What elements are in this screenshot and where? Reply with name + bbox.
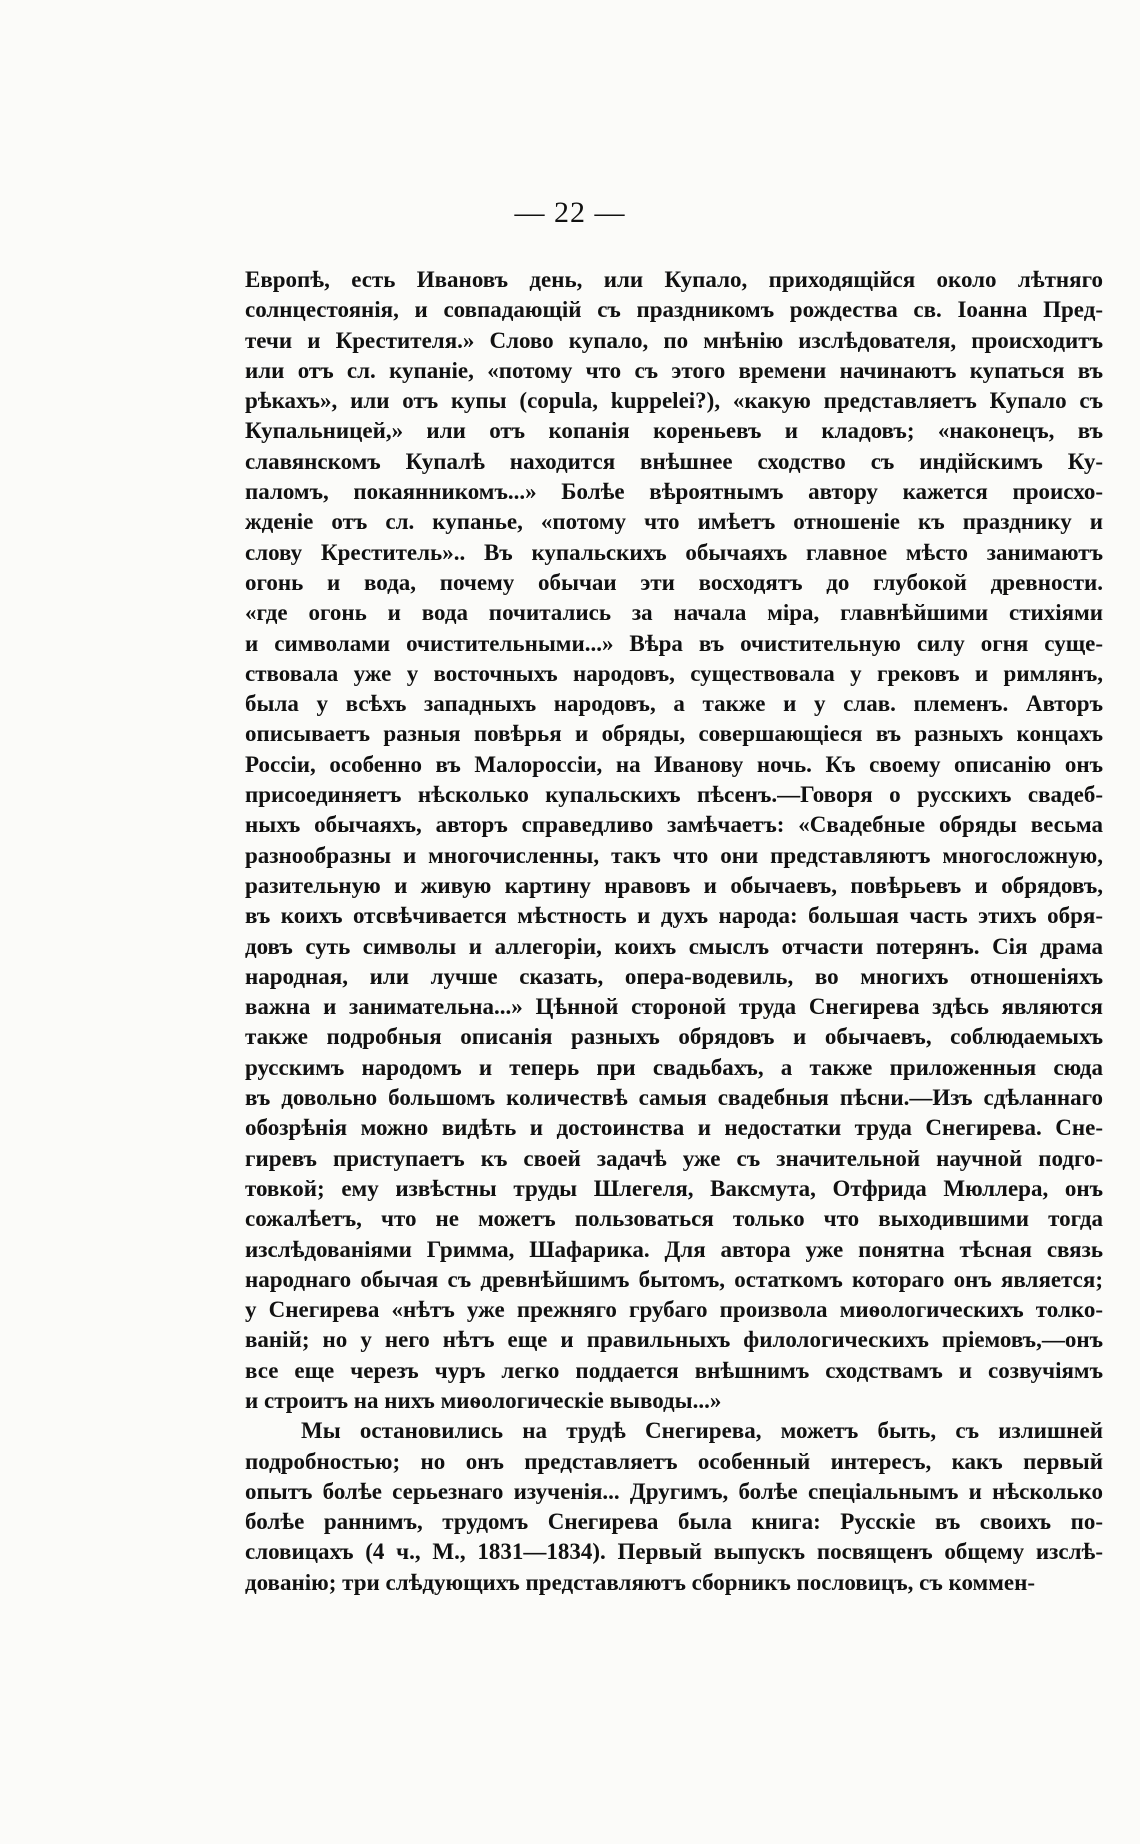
text-line: описываетъ разныя повѣрья и обряды, совершающіеся въ разныхъ концахъ (245, 721, 1103, 747)
text-line: ваній; но у него нѣтъ еще и правильныхъ филологическихъ пріемовъ,—онъ (245, 1327, 1103, 1353)
text-line: славянскомъ Купалѣ находится внѣшнее сходство съ индійскимъ Ку- (245, 448, 1103, 474)
text-line: «где огонь и вода почитались за начала міра, главнѣйшими стихіями (245, 600, 1103, 626)
text-line: слову Креститель».. Въ купальскихъ обычаяхъ главное мѣсто занимаютъ (245, 539, 1103, 565)
text-line: изслѣдованіями Гримма, Шафарика. Для автора уже понятна тѣсная связь (245, 1236, 1103, 1262)
text-line: жденіе отъ сл. купанье, «потому что имѣетъ отношеніе къ празднику и (245, 509, 1103, 535)
text-line: или отъ сл. купаніе, «потому что съ этого времени начинаютъ купаться въ (245, 357, 1103, 383)
text-line: Россіи, особенно въ Малороссіи, на Иванову ночь. Къ своему описанію онъ (245, 751, 1103, 777)
text-line: въ довольно большомъ количествѣ самыя свадебныя пѣсни.—Изъ сдѣланнаго (245, 1085, 1103, 1111)
text-line: паломъ, покаянникомъ...» Болѣе вѣроятнымъ автору кажется происхо- (245, 479, 1103, 505)
text-line: Мы остановились на трудѣ Снегирева, можетъ быть, съ излишней (301, 1418, 1103, 1444)
text-line: народная, или лучше сказать, опера-водевиль, во многихъ отношеніяхъ (245, 963, 1103, 989)
text-line: важна и занимательна...» Цѣнной стороной труда Снегирева здѣсь являются (245, 994, 1103, 1020)
text-line: въ коихъ отсвѣчивается мѣстность и духъ народа: большая часть этихъ обря- (245, 903, 1103, 929)
text-line: разительную и живую картину нравовъ и обычаевъ, повѣрьевъ и обрядовъ, (245, 872, 1103, 898)
text-line: рѣкахъ», или отъ купы (copula, kuppelei?), «какую представляетъ Купало съ (245, 388, 1103, 414)
text-line: русскимъ народомъ и теперь при свадьбахъ, а также приложенныя сюда (245, 1054, 1103, 1080)
text-line: у Снегирева «нѣтъ уже прежняго грубаго произвола миѳологическихъ толко- (245, 1297, 1103, 1323)
text-line: гиревъ приступаетъ къ своей задачѣ уже съ значительной научной подго- (245, 1145, 1103, 1171)
text-line: опытъ болѣе серьезнаго изученія... Другимъ, болѣе спеціальнымъ и нѣсколько (245, 1478, 1103, 1504)
text-line: народнаго обычая съ древнѣйшимъ бытомъ, остаткомъ котораго онъ является; (245, 1266, 1103, 1292)
text-line: ствовала уже у восточныхъ народовъ, существовала у грековъ и римлянъ, (245, 660, 1103, 686)
paragraph (245, 265, 1103, 1416)
text-line: огонь и вода, почему обычаи эти восходятъ до глубокой древности. (245, 569, 1103, 595)
text-line: разнообразны и многочисленны, такъ что они представляютъ многосложную, (245, 842, 1103, 868)
text-line: и строитъ на нихъ миѳологическіе выводы...» (245, 1387, 722, 1413)
text-line: обозрѣнія можно видѣть и достоинства и недостатки труда Снегирева. Сне- (245, 1115, 1103, 1141)
text-line: Европѣ, есть Ивановъ день, или Купало, приходящійся около лѣтняго (245, 267, 1103, 292)
text-line: товкой; ему извѣстны труды Шлегеля, Ваксмута, Отфрида Мюллера, онъ (245, 1175, 1103, 1201)
text-line: и символами очистительными...» Вѣра въ очистительную силу огня суще- (245, 630, 1103, 656)
text-line: дованію; три слѣдующихъ представляютъ сборникъ пословицъ, съ коммен- (245, 1569, 1035, 1595)
text-line: сожалѣетъ, что не можетъ пользоваться только что выходившими тогда (245, 1206, 1103, 1232)
text-line: Купальницей,» или отъ копанія кореньевъ и кладовъ; «наконецъ, въ (245, 418, 1103, 444)
text-line: была у всѣхъ западныхъ народовъ, а также и у слав. племенъ. Авторъ (245, 691, 1103, 717)
text-line: солнцестоянія, и совпадающій съ праздникомъ рождества св. Іоанна Пред- (245, 297, 1103, 323)
text-line: также подробныя описанія разныхъ обрядовъ и обычаевъ, соблюдаемыхъ (245, 1024, 1103, 1050)
text-line: болѣе раннимъ, трудомъ Снегирева была книга: Русскіе въ своихъ по- (245, 1509, 1103, 1535)
text-line: все еще черезъ чуръ легко поддается внѣшнимъ сходствамъ и созвучіямъ (245, 1357, 1103, 1383)
paragraph (245, 1416, 1103, 1598)
text-line: ныхъ обычаяхъ, авторъ справедливо замѣчаетъ: «Свадебные обряды весьма (245, 812, 1103, 838)
body-text (245, 265, 1103, 1598)
text-line: довъ суть символы и аллегоріи, коихъ смыслъ отчасти потерянъ. Сія драма (245, 933, 1103, 959)
text-line: присоединяетъ нѣсколько купальскихъ пѣсенъ.—Говоря о русскихъ свадеб- (245, 782, 1103, 808)
text-line: словицахъ (4 ч., М., 1831—1834). Первый выпускъ посвященъ общему изслѣ- (245, 1539, 1103, 1565)
page-number: — 22 — (514, 196, 626, 229)
text-line: подробностью; но онъ представляетъ особенный интересъ, какъ первый (245, 1448, 1103, 1474)
text-line: течи и Крестителя.» Слово купало, по мнѣнію изслѣдователя, происходитъ (245, 327, 1103, 353)
